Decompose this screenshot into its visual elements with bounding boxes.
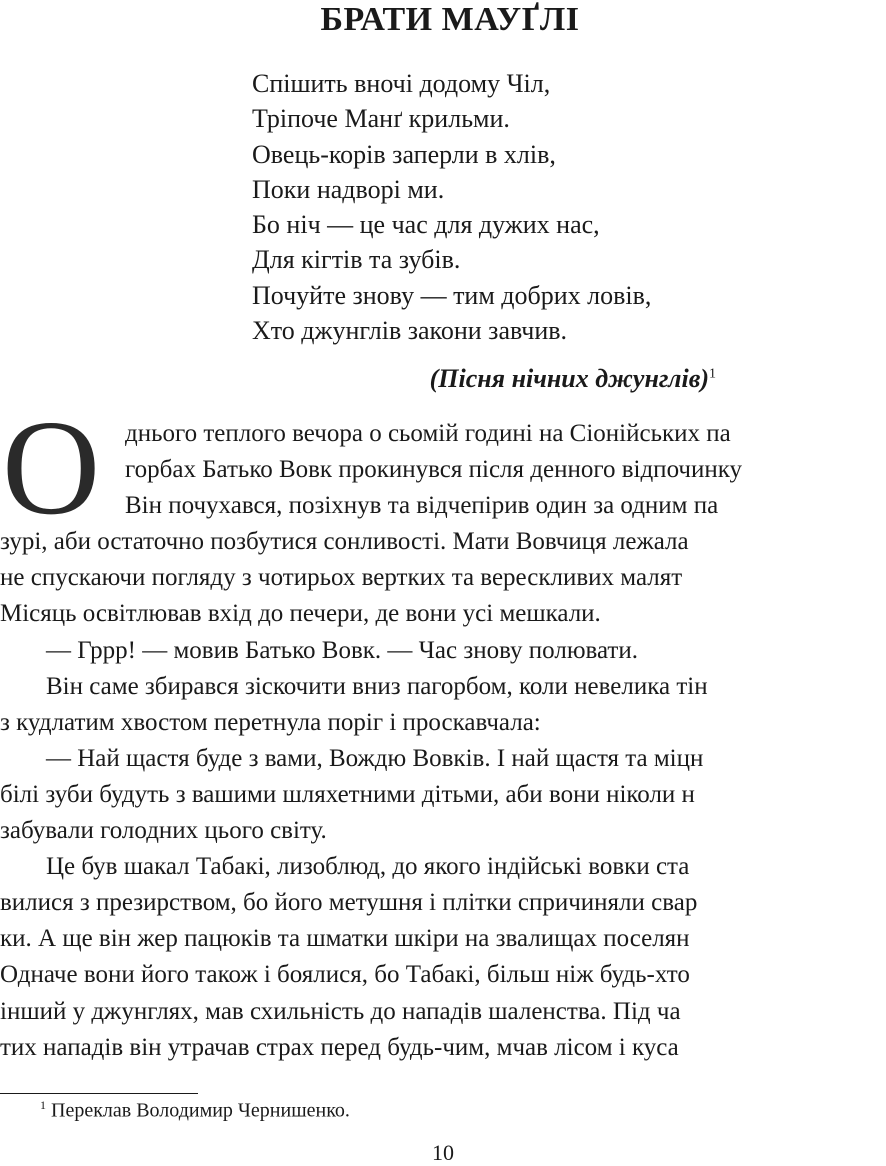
text-line: з кудлатим хвостом перетнула поріг і проскавчала: — [0, 708, 541, 736]
poem-line: Спішить вночі додому Чіл, — [252, 69, 551, 98]
text-line: зурі, аби остаточно позбутися сонливості. Мати Вовчиця лежала — [0, 528, 689, 556]
poem-source — [430, 364, 716, 394]
text-line: вилися з презирством, бо його метушня і плітки спричиняли свар — [0, 889, 698, 917]
footnote-mark: 1 — [40, 1098, 46, 1112]
poem-line: Для кігтів та зубів. — [252, 245, 461, 275]
poem-line: Поки надворі ми. — [252, 174, 445, 204]
poem-line: Хто джунглів закони завчив. — [252, 316, 568, 346]
epigraph-poem — [252, 66, 651, 348]
text-line: — Най щастя буде з вами, Вождю Вовків. І най щастя та міцн — [46, 744, 704, 772]
text-line: Він саме збирався зіскочити вниз пагорбом, коли невелика тін — [46, 672, 708, 700]
poem-line: Почуйте знову — тим добрих ловів, — [252, 280, 652, 310]
text-line: ки. А ще він жер пацюків та шматки шкіри на звалищах поселян — [0, 925, 690, 953]
text-line: днього теплого вечора о сьомій годині на Сіонійських па — [125, 420, 731, 447]
footnote-reference: 1 — [709, 366, 716, 382]
text-line: горбах Батько Вовк прокинувся після денного відпочинку — [125, 456, 743, 484]
text-line: не спускаючи погляду з чотирьох вертких та верескливих малят — [0, 564, 683, 592]
text-line: забували голодних цього світу. — [0, 817, 327, 845]
poem-line: Тріпоче Манґ крильми. — [252, 104, 510, 134]
text-line: інший у джунглях, мав схильність до нападів шаленства. Під ча — [0, 997, 681, 1025]
chapter-title: БРАТИ МАУҐЛІ — [320, 1, 580, 38]
text-line: Він почухався, позіхнув та відчепірив один за одним па — [125, 492, 719, 520]
poem-line: Овець-корів заперли в хлів, — [252, 139, 556, 169]
page-number: 10 — [432, 1140, 454, 1165]
text-line: тих нападів він утрачав страх перед будь-чим, мчав лісом і куса — [0, 1033, 679, 1061]
text-line: Одначе вони його також і боялися, бо Табакі, більш ніж будь-хто — [0, 961, 690, 989]
poem-source-text: (Пісня нічних джунглів) — [429, 364, 709, 393]
text-line: — Гррр! — мовив Батько Вовк. — Час знову полювати. — [46, 636, 638, 664]
chapter-body — [0, 393, 886, 1066]
text-line: білі зуби будуть з вашими шляхетними дітьми, аби вони ніколи н — [0, 780, 695, 808]
text-line: Місяць освітлював вхід до печери, де вони усі мешкали. — [0, 600, 601, 628]
poem-line: Бо ніч — це час для дужих нас, — [252, 210, 600, 240]
footnote-text: Переклав Володимир Чернишенко. — [51, 1099, 350, 1122]
text-line: Це був шакал Табакі, лизоблюд, до якого індійські вовки ста — [46, 853, 690, 881]
drop-cap: О — [2, 393, 101, 543]
footnote — [40, 1090, 350, 1126]
